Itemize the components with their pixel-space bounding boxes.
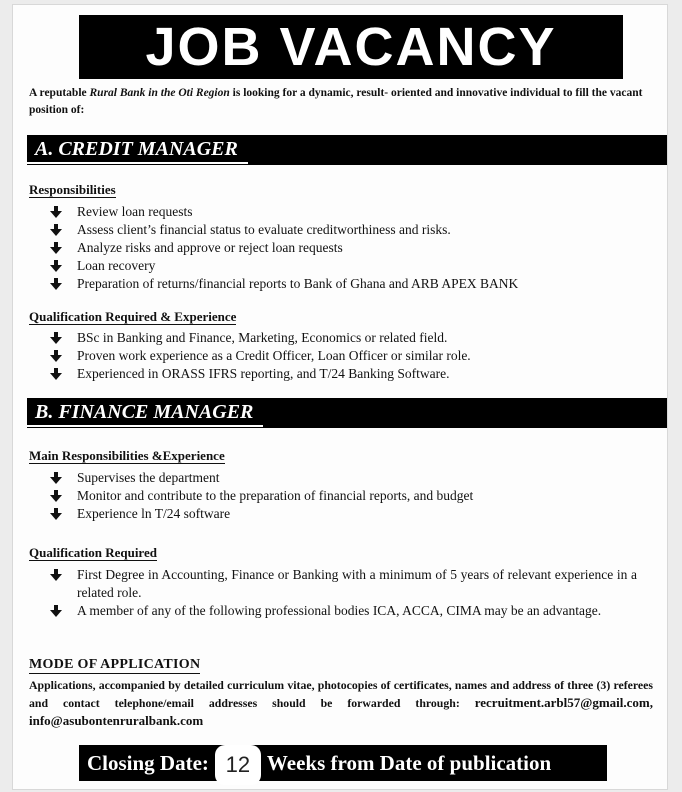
arrow-bullet-icon: [49, 568, 63, 582]
list-item-text: Supervises the department: [77, 470, 220, 485]
page-title: JOB VACANCY: [79, 15, 623, 79]
section-a-title: A. CREDIT MANAGER: [27, 136, 248, 164]
section-b-title: B. FINANCE MANAGER: [27, 399, 263, 427]
list-item-text: Monitor and contribute to the preparation of financial reports, and budget: [77, 488, 474, 503]
section-b-header: [27, 398, 667, 428]
list-item-text: Loan recovery: [77, 258, 156, 273]
vacancy-notice: [12, 4, 668, 790]
arrow-bullet-icon: [49, 277, 63, 291]
list-item-text: A member of any of the following professional bodies ICA, ACCA, CIMA may be an advantage.: [77, 603, 602, 618]
arrow-bullet-icon: [49, 471, 63, 485]
list-item: [49, 221, 518, 239]
closing-label: Closing Date:: [87, 750, 209, 775]
list-item-text: Preparation of returns/financial reports to Bank of Ghana and ARB APEX BANK: [77, 276, 519, 291]
list-item-text: Experienced in ORASS IFRS reporting, and T/24 Banking Software.: [77, 366, 450, 381]
list-item: [49, 347, 471, 365]
section-a-header: [27, 135, 667, 165]
list-item: [49, 469, 473, 487]
arrow-bullet-icon: [49, 604, 63, 618]
list-item-text: Proven work experience as a Credit Officer, Loan Officer or similar role.: [77, 348, 471, 363]
arrow-bullet-icon: [49, 489, 63, 503]
closing-weeks-badge: 12: [215, 745, 261, 785]
arrow-bullet-icon: [49, 507, 63, 521]
closing-date-bar: [79, 745, 607, 781]
finance-qualification-heading: Qualification Required: [29, 545, 157, 560]
responsibilities-heading: Responsibilities: [29, 182, 116, 197]
closing-suffix: Weeks from Date of publication: [266, 750, 552, 775]
list-item: [49, 275, 518, 293]
application-text: Applications, accompanied by detailed curriculum vitae, photocopies of certificates, names and address of three (3) referees and contact telephone/email addresses should be forwarded through:: [29, 678, 653, 710]
list-item: [49, 203, 518, 221]
credit-qualifications-list: [49, 329, 471, 383]
list-item-text: Experience ln T/24 software: [77, 506, 231, 521]
finance-responsibilities-list: [49, 469, 473, 523]
list-item-text: Analyze risks and approve or reject loan requests: [77, 240, 343, 255]
list-item: [49, 239, 518, 257]
credit-responsibilities-list: [49, 203, 518, 293]
application-emails: recruitment.arbl57@gmail.com, info@asubontenruralbank.com: [29, 695, 653, 728]
arrow-bullet-icon: [49, 349, 63, 363]
list-item: [49, 257, 518, 275]
list-item: [49, 487, 473, 505]
list-item-text: Review loan requests: [77, 204, 193, 219]
list-item-text: Assess client’s financial status to evaluate creditworthiness and risks.: [77, 222, 451, 237]
arrow-bullet-icon: [49, 205, 63, 219]
arrow-bullet-icon: [49, 331, 63, 345]
list-item: [49, 365, 471, 383]
application-instructions: [29, 677, 653, 730]
list-item: [49, 566, 637, 602]
qualification-heading: Qualification Required & Experience: [29, 309, 237, 324]
finance-qualifications-list: [49, 566, 637, 620]
arrow-bullet-icon: [49, 241, 63, 255]
mode-of-application-heading: MODE OF APPLICATION: [29, 657, 201, 672]
arrow-bullet-icon: [49, 223, 63, 237]
list-item: [49, 329, 471, 347]
list-item: [49, 602, 637, 620]
list-item-text: BSc in Banking and Finance, Marketing, Economics or related field.: [77, 330, 448, 345]
list-item: [49, 505, 473, 523]
intro-before: A reputable: [29, 87, 90, 99]
intro-paragraph: [29, 85, 653, 119]
main-responsibilities-heading: Main Responsibilities &Experience: [29, 448, 225, 463]
intro-after: is looking for a dynamic, result- oriented and innovative individual to fill the vacant position of:: [29, 87, 643, 116]
arrow-bullet-icon: [49, 367, 63, 381]
intro-org: Rural Bank in the Oti Region: [89, 87, 230, 99]
arrow-bullet-icon: [49, 259, 63, 273]
list-item-text: First Degree in Accounting, Finance or Banking with a minimum of 5 years of relevant experience in a related role.: [77, 567, 637, 600]
